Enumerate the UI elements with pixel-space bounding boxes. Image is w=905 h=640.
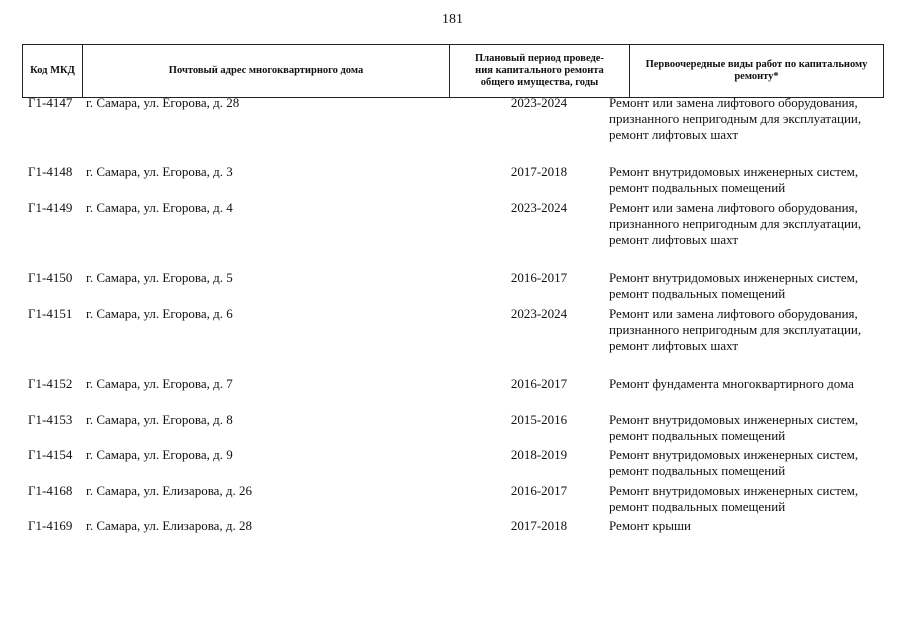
- header-works: [630, 45, 883, 97]
- work-line: ремонт подвальных помещений: [609, 428, 786, 443]
- row-address: г. Самара, ул. Егорова, д. 3: [86, 164, 233, 179]
- row-address: г. Самара, ул. Егорова, д. 28: [86, 95, 240, 110]
- row-works: [609, 447, 884, 479]
- work-line: признанного непригодным для эксплуатации,: [609, 111, 862, 126]
- work-line: ремонт подвальных помещений: [609, 499, 786, 514]
- work-line: Ремонт внутридомовых инженерных систем,: [609, 447, 859, 462]
- header-period: [450, 45, 630, 97]
- work-line: ремонт лифтовых шахт: [609, 127, 739, 142]
- row-address: г. Самара, ул. Егорова, д. 6: [86, 306, 233, 321]
- row-period: 2015-2016: [510, 412, 568, 427]
- row-address: г. Самара, ул. Елизарова, д. 28: [86, 518, 253, 533]
- row-code: Г1-4152: [28, 376, 73, 391]
- row-period: 2017-2018: [510, 518, 568, 533]
- work-line: ремонт подвальных помещений: [609, 286, 786, 301]
- row-period: 2017-2018: [510, 164, 568, 179]
- row-code: Г1-4148: [28, 164, 73, 179]
- row-code: Г1-4153: [28, 412, 73, 427]
- row-works: [609, 270, 884, 302]
- row-address: г. Самара, ул. Егорова, д. 8: [86, 412, 233, 427]
- work-line: Ремонт фундамента многоквартирного дома: [609, 376, 854, 391]
- row-works: [609, 483, 884, 515]
- row-address: г. Самара, ул. Егорова, д. 7: [86, 376, 233, 391]
- row-works: [609, 164, 884, 196]
- row-code: Г1-4168: [28, 483, 73, 498]
- table-header: [22, 44, 884, 98]
- work-line: признанного непригодным для эксплуатации,: [609, 216, 862, 231]
- page-number: 181: [442, 12, 463, 27]
- row-code: Г1-4149: [28, 200, 73, 215]
- row-period: 2018-2019: [510, 447, 568, 462]
- row-code: Г1-4154: [28, 447, 73, 462]
- row-works: [609, 376, 884, 392]
- header-period-line: общего имущества, годы: [480, 77, 599, 88]
- row-period: 2023-2024: [510, 95, 568, 110]
- row-period: 2016-2017: [510, 270, 568, 285]
- work-line: Ремонт внутридомовых инженерных систем,: [609, 270, 859, 285]
- row-address: г. Самара, ул. Егорова, д. 9: [86, 447, 233, 462]
- row-code: Г1-4151: [28, 306, 73, 321]
- row-works: [609, 412, 884, 444]
- header-period-line: ния капитального ремонта: [475, 65, 604, 76]
- header-works-line: Первоочередные виды работ по капитальному: [645, 59, 868, 70]
- header-code: Код МКД: [23, 45, 83, 97]
- row-address: г. Самара, ул. Егорова, д. 4: [86, 200, 233, 215]
- row-period: 2016-2017: [510, 376, 568, 391]
- work-line: ремонт подвальных помещений: [609, 180, 786, 195]
- row-works: [609, 200, 884, 248]
- row-works: [609, 306, 884, 354]
- header-works-line: ремонту*: [734, 71, 779, 82]
- header-period-line: Плановый период проведе-: [475, 53, 604, 64]
- row-code: Г1-4169: [28, 518, 73, 533]
- header-address: Почтовый адрес многоквартирного дома: [83, 45, 450, 97]
- work-line: Ремонт внутридомовых инженерных систем,: [609, 483, 859, 498]
- work-line: ремонт лифтовых шахт: [609, 232, 739, 247]
- work-line: ремонт подвальных помещений: [609, 463, 786, 478]
- work-line: Ремонт или замена лифтового оборудования,: [609, 95, 858, 110]
- row-code: Г1-4150: [28, 270, 73, 285]
- work-line: Ремонт внутридомовых инженерных систем,: [609, 164, 859, 179]
- work-line: признанного непригодным для эксплуатации,: [609, 322, 862, 337]
- row-works: [609, 95, 884, 143]
- row-period: 2023-2024: [510, 306, 568, 321]
- work-line: ремонт лифтовых шахт: [609, 338, 739, 353]
- row-address: г. Самара, ул. Егорова, д. 5: [86, 270, 233, 285]
- work-line: Ремонт крыши: [609, 518, 691, 533]
- row-works: [609, 518, 884, 534]
- work-line: Ремонт или замена лифтового оборудования,: [609, 200, 858, 215]
- row-period: 2016-2017: [510, 483, 568, 498]
- row-period: 2023-2024: [510, 200, 568, 215]
- row-address: г. Самара, ул. Елизарова, д. 26: [86, 483, 253, 498]
- work-line: Ремонт или замена лифтового оборудования,: [609, 306, 858, 321]
- row-code: Г1-4147: [28, 95, 73, 110]
- work-line: Ремонт внутридомовых инженерных систем,: [609, 412, 859, 427]
